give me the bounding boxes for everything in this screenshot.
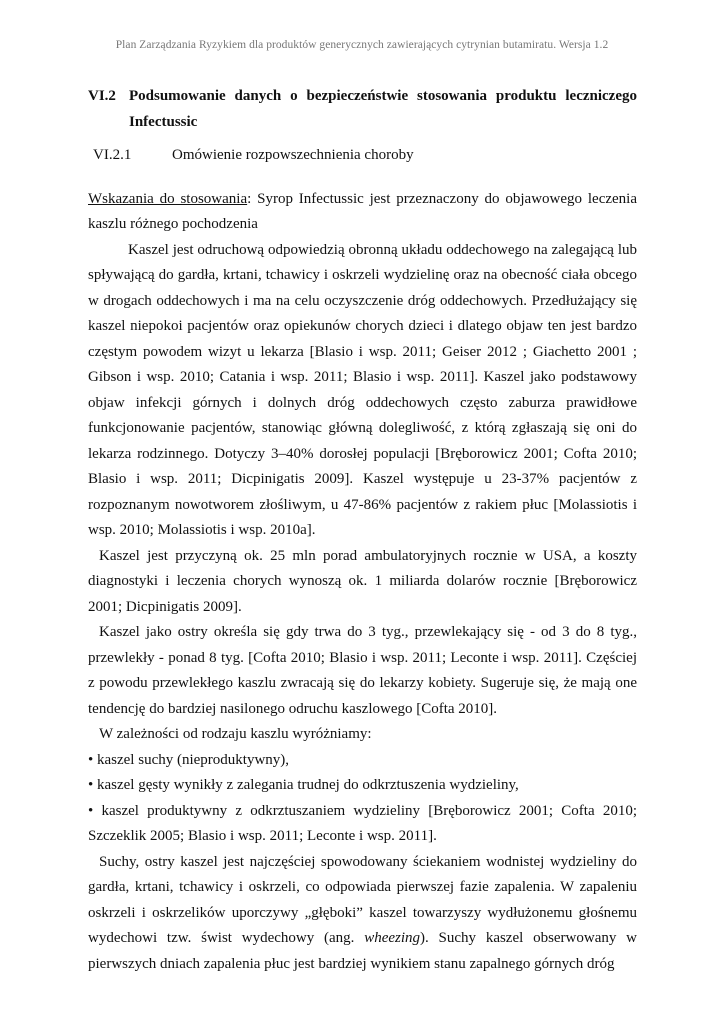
section-title: Podsumowanie danych o bezpieczeństwie stosowania produktu leczniczego Infectussic: [129, 88, 637, 130]
list-item: • kaszel produktywny z odkrztuszaniem wydzieliny [Bręborowicz 2001; Cofta 2010; Szczeklik 2005; Blasio i wsp. 2011; Leconte i wsp. 2011].: [88, 802, 637, 844]
body-text: [88, 187, 637, 978]
paragraph-cough-costs: Kaszel jest przyczyną ok. 25 mln porad ambulatoryjnych rocznie w USA, a koszty diagnostyki i leczenia chorych wynoszą ok. 1 miliarda dolarów rocznie [Bręborowicz 2001; Dicpinigatis 2009].: [88, 547, 637, 615]
document-content: [88, 84, 637, 977]
indications-text: : Syrop Infectussic jest przeznaczony do objawowego leczenia kaszlu różnego pochodzenia: [88, 190, 637, 232]
section-heading: [88, 84, 637, 135]
subsection-heading: [93, 143, 637, 169]
list-item: • kaszel gęsty wynikły z zalegania trudnej do odkrztuszenia wydzieliny,: [88, 777, 519, 793]
dry-cough-text-2: ). Suchy kaszel obserwowany w pierwszych dniach zapalenia płuc jest bardziej wynikiem stanu zapalnego górnych dróg: [88, 930, 637, 972]
subsection-title: Omówienie rozpowszechnienia choroby: [172, 147, 414, 163]
subsection-number: VI.2.1: [93, 147, 132, 163]
paragraph-cough-definition: Kaszel jest odruchową odpowiedzią obronną układu oddechowego na zalegającą lub spływającą do gardła, krtani, tchawicy i oskrzeli wydzielinę oraz na obecność ciała obcego w drogach oddechowych i ma na celu oczyszczenie dróg oddechowych. Przedłużający się kaszel niepokoi pacjentów oraz opiekunów chorych dzieci i dlatego objaw ten jest bardzo częstym powodem wizyt u lekarza [Blasio i wsp. 2011; Geiser 2012 ; Giachetto 2001 ; Gibson i wsp. 2010; Catania i wsp. 2011; Blasio i wsp. 2011]. Kaszel jako podstawowy objaw infekcji górnych i dolnych dróg oddechowych często zaburza prawidłowe funkcjonowanie pacjentów, stanowiąc główną dolegliwość, z którą zgłaszają się oni do lekarza rodzinnego. Dotyczy 3–40% dorosłej populacji [Bręborowicz 2001; Cofta 2010; Blasio i wsp. 2011; Dicpinigatis 2009]. Kaszel występuje u 23-37% pacjentów z rozpoznanym nowotworem złośliwym, u 47-86% pacjentów z rakiem płuc [Molassiotis i wsp. 2010; Molassiotis i wsp. 2010a].: [88, 241, 637, 538]
paragraph-cough-types-intro: W zależności od rodzaju kaszlu wyróżniamy:: [99, 726, 372, 742]
running-header: Plan Zarządzania Ryzykiem dla produktów generycznych zawierających cytrynian butamiratu. Wersja 1.2: [115, 39, 609, 51]
list-item: • kaszel suchy (nieproduktywny),: [88, 751, 290, 768]
indications-label: Wskazania do stosowania: [88, 190, 248, 207]
wheezing-term: wheezing: [364, 930, 421, 946]
paragraph-dry-cough: [88, 850, 637, 978]
dry-cough-text-1: Suchy, ostry kaszel jest najczęściej spowodowany ściekaniem wodnistej wydzieliny do gardła, krtani, tchawicy i oskrzeli, co odpowiada pierwszej fazie zapalenia. W zapaleniu oskrzeli i oskrzelików uporczywy „głęboki” kaszel towarzyszy wydłużonemu głośnemu wydechowi tzw. świst wydechowy (ang.: [88, 853, 637, 946]
paragraph-cough-duration: Kaszel jako ostry określa się gdy trwa do 3 tyg., przewlekający się - od 3 do 8 tyg., przewlekły - ponad 8 tyg. [Cofta 2010; Blasio i wsp. 2011; Leconte i wsp. 2011]. Częściej z powodu przewlekłego kaszlu zwracają się do lekarzy kobiety. Sugeruje się, że mają one tendencję do bardziej nasilonego odruchu kaszlowego [Cofta 2010].: [88, 624, 637, 717]
section-number: VI.2: [88, 88, 116, 104]
indications-paragraph: [88, 187, 637, 238]
